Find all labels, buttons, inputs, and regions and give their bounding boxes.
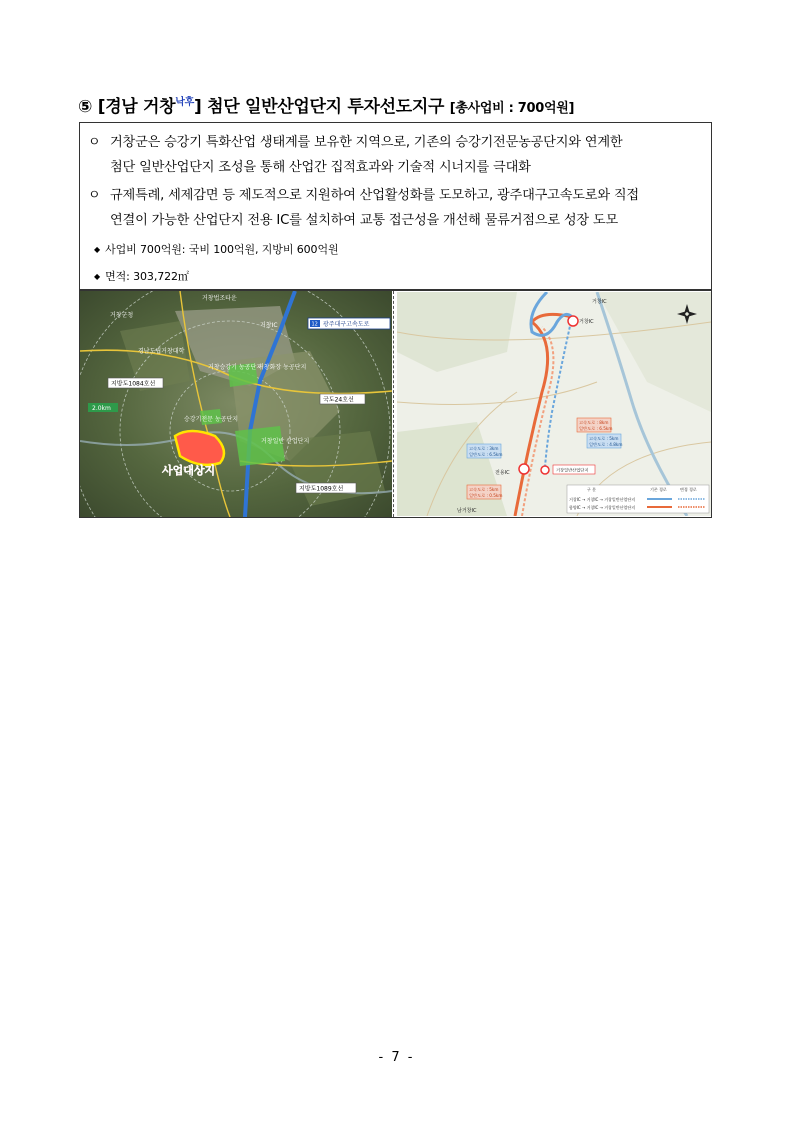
legend-header-3: 변경 경로: [680, 487, 697, 492]
map-label-road24: 국도24호선: [323, 396, 354, 404]
page-number: - 7 -: [378, 1050, 415, 1065]
map-label-lift: 승강기전문 농공단지: [184, 416, 239, 423]
route-hwy-4: 고속도로 : 5km: [469, 487, 499, 492]
heading-region: [경남 거창: [97, 97, 176, 117]
paragraph-2: [88, 183, 708, 233]
route-label-new-ic: 전용IC: [495, 470, 510, 476]
route-site: 거창일반산업단지: [556, 467, 589, 473]
route-gen-4: 일반도로 : 0.5km: [469, 493, 503, 498]
diamond-bullet-icon: ◆: [94, 272, 101, 281]
route-label-south-ic: 남거창IC: [457, 508, 477, 514]
bullet-area: [94, 268, 189, 284]
route-hwy-1: 고속도로 : 8km: [579, 420, 609, 425]
route-label-geochang-ic2: 거창IC: [579, 319, 594, 325]
paragraph-text: 규제특례, 세제감면 등 제도적으로 지원하여 산업활성화를 도모하고, 광주대구고속도로와 직접 연결이 가능한 산업단지 전용 IC를 설치하여 교통 접근성을 개선해 물류거점으로 성장 도모: [110, 188, 639, 228]
map-label-road1089: 지방도1089호선: [299, 485, 344, 493]
legend-row-2: 함양IC → 거창IC → 거창일반산업단지: [569, 505, 636, 510]
route-map: [397, 292, 711, 516]
summary-box: [79, 122, 712, 290]
map-label-target: 사업대상지: [162, 464, 216, 477]
map-label-college: 경남도립거창대학: [138, 348, 185, 355]
paragraph-1: [88, 130, 708, 180]
map-label-highway: 광주대구고속도로: [323, 321, 370, 328]
route-hwy-2: 고속도로 : 5km: [589, 436, 619, 441]
map-label-gen: 거창일반 산업단지: [261, 438, 310, 445]
paragraph-text: 거창군은 승강기 특화산업 생태계를 보유한 지역으로, 기존의 승강기전문농공단지와 연계한 첨단 일반산업단지 조성을 통해 산업간 집적효과와 기술적 시너지를 극대화: [110, 135, 623, 175]
route-gen-2: 일반도로 : 4.8km: [589, 442, 623, 447]
map-figure: [79, 290, 712, 518]
map-label-top: 거창법조타운: [202, 295, 237, 302]
map-label-highway-no: 12: [311, 321, 318, 328]
bullet-cost: [94, 241, 339, 257]
route-hwy-3: 고속도로 : 3km: [469, 446, 499, 451]
bullet-text: 사업비 700억원: 국비 100억원, 지방비 600억원: [105, 243, 339, 256]
aerial-location-map: [80, 291, 392, 517]
heading-tag: 낙후: [175, 97, 195, 108]
map-label-apt: 거창승강기 농공단지: [208, 364, 263, 371]
legend-header-2: 기존 경로: [650, 487, 667, 492]
legend-row-1: 거창IC → 거창IC → 거창일반산업단지: [569, 497, 636, 502]
diamond-bullet-icon: ◆: [94, 245, 101, 254]
section-number: ⑤: [78, 97, 93, 117]
map-label-apt2: 거창화장 농공단지: [258, 364, 307, 371]
heading-cost: [총사업비 : 700억원]: [449, 101, 575, 116]
map-label-county: 거창군청: [110, 312, 134, 319]
legend-header-1: 구 분: [587, 487, 596, 492]
map-label-road1084: 지방도1084호선: [111, 380, 156, 388]
heading-title: ] 첨단 일반산업단지 투자선도지구: [194, 97, 450, 117]
route-gen-1: 일반도로 : 6.5km: [579, 426, 613, 431]
paragraph-marker: ㅇ: [88, 135, 101, 150]
map-label-distance: 2.0km: [92, 405, 111, 412]
route-label-geochang-ic: 거창IC: [592, 299, 607, 305]
paragraph-marker: ㅇ: [88, 188, 101, 203]
bullet-text: 면적: 303,722㎡: [105, 270, 189, 283]
map-label-ic: 거창IC: [260, 322, 278, 329]
route-gen-3: 일반도로 : 6.5km: [469, 452, 503, 457]
section-heading: [78, 92, 718, 118]
